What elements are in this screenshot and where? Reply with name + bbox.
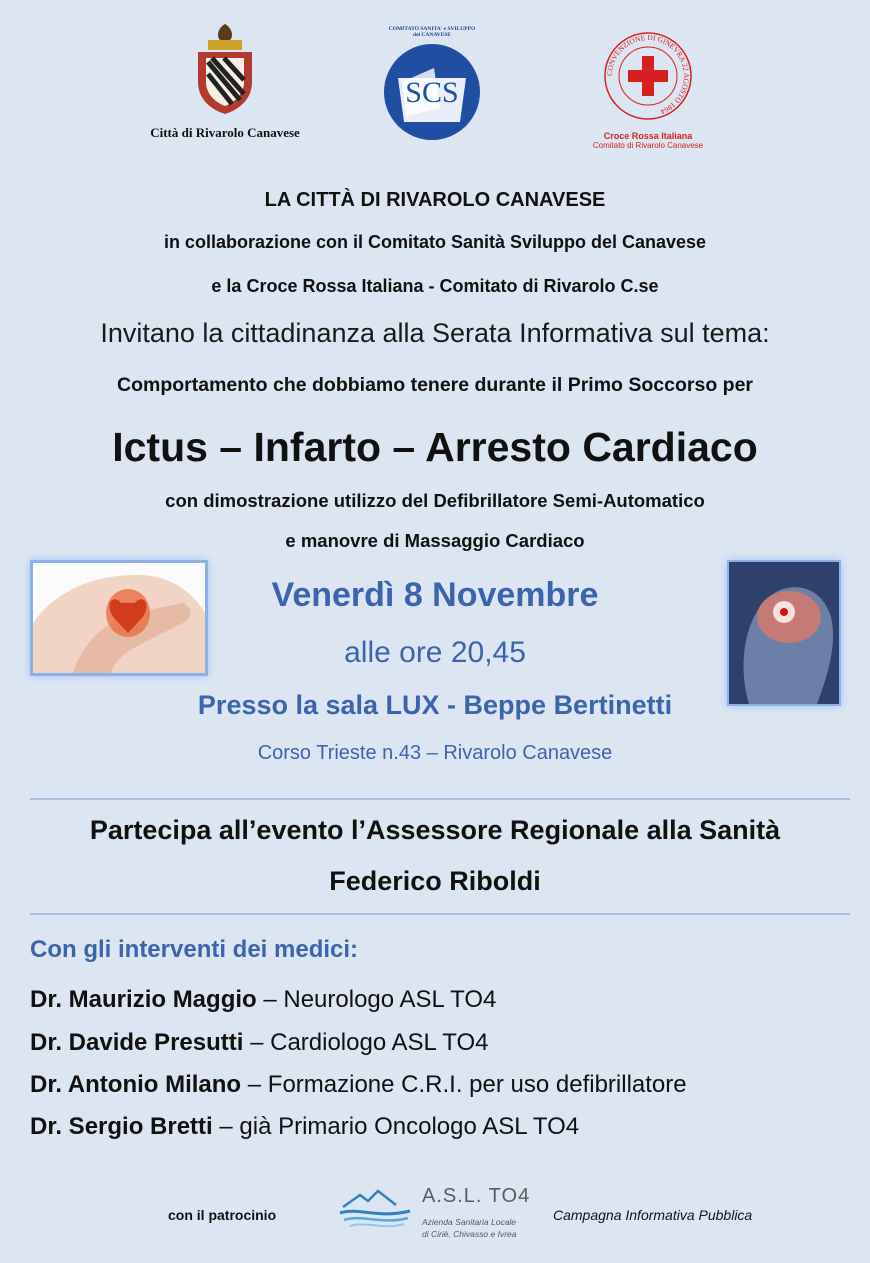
event-address: Corso Trieste n.43 – Rivarolo Canavese <box>257 742 613 764</box>
event-date: Venerdì 8 Novembre <box>271 576 599 614</box>
guest-name: Federico Riboldi <box>329 866 541 896</box>
event-title: Ictus – Infarto – Arresto Cardiaco <box>112 424 758 470</box>
scs-emblem-icon <box>378 38 486 143</box>
coat-of-arms-icon <box>190 22 260 117</box>
doctor-role: – Neurologo ASL TO4 <box>256 986 497 1013</box>
topic-text: Comportamento che dobbiamo tenere durante il Primo Soccorso per <box>116 374 754 396</box>
red-cross-icon <box>602 30 694 122</box>
collaboration-line: in collaborazione con il Comitato Sanità Sviluppo del Canavese <box>163 232 707 252</box>
doctor-name: Dr. Maurizio Maggio <box>30 986 257 1013</box>
asl-subtitle-2: di Ciriè, Chivasso e Ivrea <box>422 1229 517 1239</box>
event-place: Presso la sala LUX - Beppe Bertinetti <box>197 690 673 720</box>
croce-rossa-logo <box>568 30 728 150</box>
asl-name: A.S.L. TO4 <box>422 1185 531 1207</box>
doctor-row <box>30 1071 687 1099</box>
comitato-sanita-logo <box>372 26 492 151</box>
demo-line-2: e manovre di Massaggio Cardiaco <box>285 530 585 551</box>
doctor-role: – già Primario Oncologo ASL TO4 <box>212 1113 580 1140</box>
doctor-name: Dr. Sergio Bretti <box>30 1113 213 1140</box>
mid-logo-line2: del CANAVESE <box>413 32 451 38</box>
interventions-title: Con gli interventi dei medici: <box>30 936 359 963</box>
patronage-label: con il patrocinio <box>168 1207 277 1223</box>
guest-line-1: Partecipa all’evento l’Assessore Regionale alla Sanità <box>89 815 781 845</box>
svg-text:SCS: SCS <box>405 76 459 109</box>
divider-bottom <box>30 913 850 915</box>
asl-subtitle-1: Azienda Sanitaria Locale <box>422 1217 517 1227</box>
doctor-row <box>30 1029 488 1057</box>
doctor-row <box>30 986 496 1014</box>
left-logo-caption: Città di Rivarolo Canavese <box>150 125 300 140</box>
doctor-name: Dr. Davide Presutti <box>30 1029 244 1056</box>
organizer-title: LA CITTÀ DI RIVAROLO CANAVESE <box>264 189 606 211</box>
doctor-name: Dr. Antonio Milano <box>30 1071 242 1098</box>
doctor-row <box>30 1113 579 1141</box>
mid-logo-line1: COMITATO SANITA' e SVILUPPO <box>388 26 476 32</box>
event-time: alle ore 20,45 <box>344 636 526 669</box>
ring-text: CONVENZIONE DI GINEVRA 22 AGOSTO 1864 <box>604 32 692 117</box>
divider-top <box>30 798 850 800</box>
doctor-role: – Cardiologo ASL TO4 <box>243 1029 489 1056</box>
asl-logo <box>338 1185 538 1245</box>
campaign-label: Campagna Informativa Pubblica <box>553 1207 753 1223</box>
red-cross-line: e la Croce Rossa Italiana - Comitato di Rivarolo C.se <box>211 276 659 296</box>
mountain-waves-icon <box>338 1189 413 1229</box>
invitation-text: Invitano la cittadinanza alla Serata Informativa sul tema: <box>100 318 770 348</box>
right-logo-line1: Croce Rossa Italiana <box>603 131 693 141</box>
demo-line-1: con dimostrazione utilizzo del Defibrillatore Semi-Automatico <box>165 490 705 511</box>
right-logo-line2: Comitato di Rivarolo Canavese <box>592 141 704 150</box>
rivarolo-coat-of-arms-logo <box>150 22 300 162</box>
doctor-role: – Formazione C.R.I. per uso defibrillatore <box>241 1071 687 1098</box>
